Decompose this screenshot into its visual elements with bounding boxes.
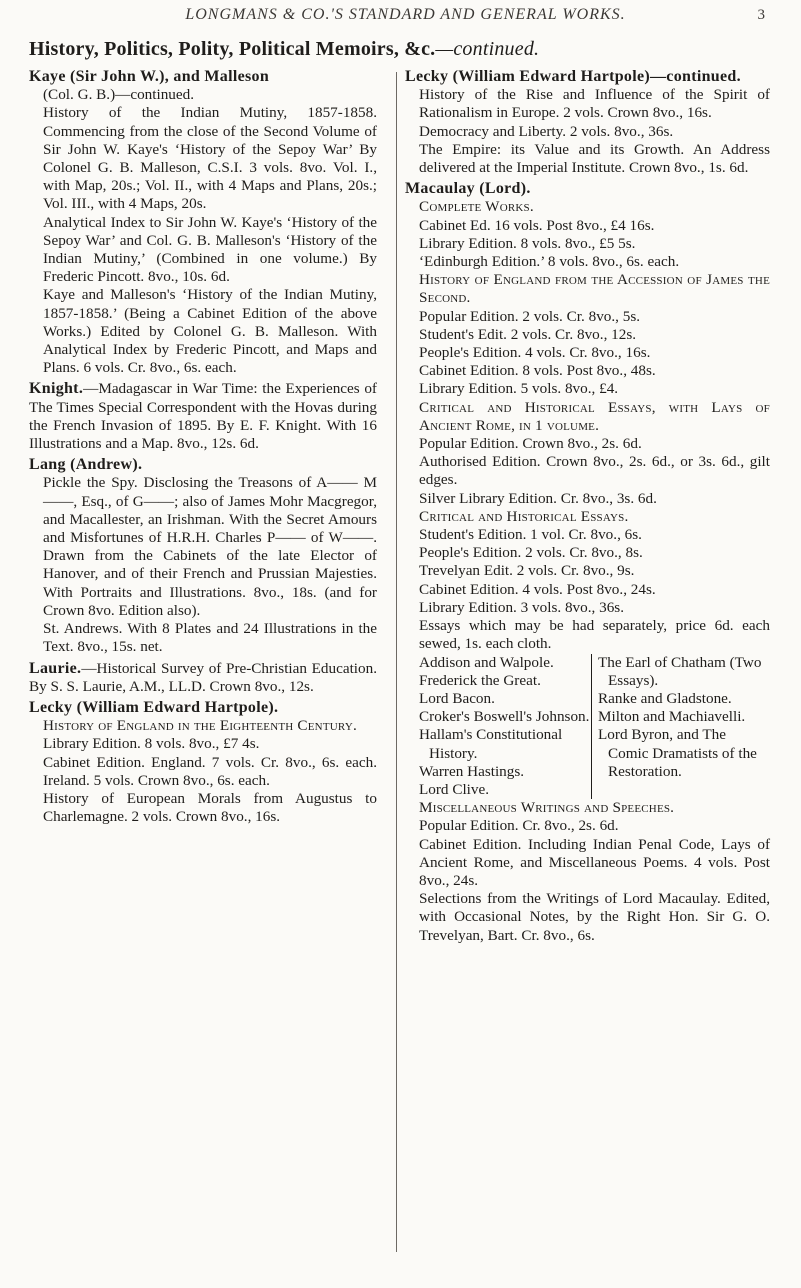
- column-divider: [396, 72, 397, 1252]
- knight-heading: Knight.: [29, 380, 84, 398]
- cw-cabinet-text: Cabinet Ed. 16 vols. Post 8vo., £4 16s.: [419, 216, 655, 234]
- essay-item: Croker's Boswell's Johnson.: [419, 708, 590, 726]
- misc-popular-text: Popular Edition. Cr. 8vo., 2s. 6d.: [419, 817, 619, 835]
- he-people-text: People's Edition. 4 vols. Cr. 8vo., 16s.: [419, 344, 651, 362]
- section-title: [29, 38, 539, 61]
- kaye-index-text: Analytical Index to Sir John W. Kaye's ‘History of the Sepoy War’ and Col. G. B. Malleson's ‘History of the Indian Mutiny,’ (Combined in one volume.) By Frederic Pincott. 8vo., 10s. 6d.: [43, 213, 377, 286]
- er-silver-text: Silver Library Edition. Cr. 8vo., 3s. 6d.: [419, 489, 657, 507]
- essay-item: Hallam's Constitutional History.: [419, 726, 563, 762]
- essay-item: Lord Bacon.: [419, 689, 495, 707]
- running-head: LONGMANS & CO.'S STANDARD AND GENERAL WORKS.: [185, 6, 626, 23]
- lecky-rationalism-text: History of the Rise and Influence of the Spirit of Rationalism in Europe. 2 vols. Crown 8vo., 16s.: [419, 86, 770, 122]
- selections-text: Selections from the Writings of Lord Macaulay. Edited, with Occasional Notes, by the Right Hon. Sir G. O. Trevelyan, Bart. Cr. 8vo., 6s.: [419, 890, 770, 944]
- lecky-eng18-title: History of England in the Eighteenth Century.: [43, 717, 357, 735]
- he-library-text: Library Edition. 5 vols. 8vo., £4.: [419, 380, 619, 398]
- misc-cabinet-text: Cabinet Edition. Including Indian Penal Code, Lays of Ancient Rome, and Miscellaneous Poems. 4 vols. Post 8vo., 24s.: [419, 835, 770, 889]
- lecky-library-text: Library Edition. 8 vols. 8vo., £7 4s.: [43, 735, 260, 753]
- misc-title: Miscellaneous Writings and Speeches.: [419, 799, 675, 817]
- essay-item: Lord Clive.: [419, 780, 490, 798]
- essays-title: Critical and Historical Essays.: [419, 507, 629, 525]
- es-people-text: People's Edition. 2 vols. Cr. 8vo., 8s.: [419, 544, 643, 562]
- right-column: [405, 68, 770, 948]
- es-library-text: Library Edition. 3 vols. 8vo., 36s.: [419, 598, 625, 616]
- kaye-cabinet-text: Kaye and Malleson's ‘History of the Indian Mutiny, 1857-1858.’ (Being a Cabinet Edition of the above Works.) Edited by Colonel G. B. Malleson. With Analytical Index by Frederic Pincott, and Maps and Plans. 6 vols. Cr. 8vo., 6s. each.: [43, 286, 377, 377]
- kaye-mutiny-text: History of the Indian Mutiny, 1857-1858. Commencing from the close of the Second Volume of Sir John W. Kaye's ‘History of the Sepoy War’ By Colonel G. B. Malleson, C.S.I. 3 vols. 8vo. Vol. I., with Map, 20s.; Vol. II., with 4 Maps and Plans, 20s.; Vol. III., with 4 Maps, 20s.: [43, 104, 377, 213]
- separate-essays-right: [591, 654, 770, 800]
- er-popular-text: Popular Edition. Crown 8vo., 2s. 6d.: [419, 435, 642, 453]
- lecky-cabinet-text: Cabinet Edition. England. 7 vols. Cr. 8vo., 6s. each. Ireland. 5 vols. Crown 8vo., 6s. each.: [43, 753, 377, 789]
- lang-andrews-text: St. Andrews. With 8 Plates and 24 Illustrations in the Text. 8vo., 15s. net.: [43, 620, 377, 656]
- essays-rome-title: Critical and Historical Essays, with Lays of Ancient Rome, in 1 volume.: [419, 398, 770, 434]
- lecky-morals-text: History of European Morals from Augustus to Charlemagne. 2 vols. Crown 8vo., 16s.: [43, 789, 377, 826]
- macaulay-entry: [405, 180, 770, 945]
- separate-essays-list: [419, 654, 770, 800]
- essay-item: Warren Hastings.: [419, 762, 525, 780]
- he-popular-text: Popular Edition. 2 vols. Cr. 8vo., 5s.: [419, 307, 641, 325]
- cw-edinburgh-text: ‘Edinburgh Edition.’ 8 vols. 8vo., 6s. each.: [419, 253, 680, 271]
- laurie-text: —Historical Survey of Pre-Christian Education. By S. S. Laurie, A.M., LL.D. Crown 8vo., 12s.: [29, 659, 377, 695]
- section-title-text: History, Politics, Polity, Political Memoirs, &c.: [29, 38, 436, 60]
- essay-item: The Earl of Chatham (Two Essays).: [598, 653, 762, 689]
- lecky-democracy-text: Democracy and Liberty. 2 vols. 8vo., 36s.: [419, 122, 674, 140]
- essays-separately-text: Essays which may be had separately, price 6d. each sewed, 1s. each cloth.: [419, 617, 770, 653]
- complete-works-title: Complete Works.: [419, 198, 534, 216]
- macaulay-heading: Macaulay (Lord).: [405, 180, 531, 198]
- er-authorised-text: Authorised Edition. Crown 8vo., 2s. 6d., or 3s. 6d., gilt edges.: [419, 453, 770, 489]
- hist-england-title: History of England from the Accession of James the Second.: [419, 271, 770, 307]
- lecky-cont-heading: Lecky (William Edward Hartpole)—continued.: [405, 68, 741, 85]
- essay-item: Ranke and Gladstone.: [598, 689, 732, 707]
- lang-entry: [29, 456, 377, 656]
- separate-essays-left: [419, 654, 591, 800]
- essay-item: Addison and Walpole.: [419, 653, 554, 671]
- lecky-heading: Lecky (William Edward Hartpole).: [29, 698, 279, 716]
- es-trevelyan-text: Trevelyan Edit. 2 vols. Cr. 8vo., 9s.: [419, 562, 635, 580]
- kaye-subheading: (Col. G. B.)—continued.: [43, 86, 195, 104]
- he-student-text: Student's Edit. 2 vols. Cr. 8vo., 12s.: [419, 325, 637, 343]
- kaye-entry: [29, 68, 377, 377]
- section-continued: —continued.: [435, 38, 540, 60]
- essay-item: Frederick the Great.: [419, 671, 541, 689]
- lecky-cont-entry: [405, 68, 770, 177]
- lang-heading: Lang (Andrew).: [29, 456, 143, 474]
- essay-item: Lord Byron, and The Comic Dramatists of the Restoration.: [598, 726, 757, 780]
- laurie-entry: [29, 660, 377, 696]
- es-student-text: Student's Edition. 1 vol. Cr. 8vo., 6s.: [419, 526, 642, 544]
- essay-item: Milton and Machiavelli.: [598, 708, 746, 726]
- es-cabinet-text: Cabinet Edition. 4 vols. Post 8vo., 24s.: [419, 580, 656, 598]
- left-column: [29, 68, 377, 829]
- page-number: 3: [757, 7, 765, 23]
- knight-entry: [29, 380, 377, 453]
- lecky-entry: [29, 699, 377, 826]
- laurie-heading: Laurie.: [29, 659, 82, 677]
- knight-text: —Madagascar in War Time: the Experiences of The Times Special Correspondent with the Hovas during the French Invasion of 1895. By E. F. Knight. With 16 Illustrations and a Map. 8vo., 12s. 6d.: [29, 380, 377, 453]
- kaye-heading: Kaye (Sir John W.), and Malleson: [29, 68, 270, 85]
- lang-pickle-text: Pickle the Spy. Disclosing the Treasons of A—— M——, Esq., of G——; also of James Mohr Macgregor, and Macallester, an Irishman. With the Secret Amours and Misfortunes of H.R.H. Charles P—— of W——. Drawn from the Cabinets of the late Elector of Hanover, and of their French and Prussian Majesties. With Portraits and Illustrations. 8vo., 18s. (and for Crown 8vo. Edition also).: [43, 474, 377, 619]
- cw-library-text: Library Edition. 8 vols. 8vo., £5 5s.: [419, 234, 636, 252]
- lecky-empire-text: The Empire: its Value and its Growth. An Address delivered at the Imperial Institute. Crown 8vo., 1s. 6d.: [419, 140, 770, 177]
- he-cabinet-text: Cabinet Edition. 8 vols. Post 8vo., 48s.: [419, 362, 656, 380]
